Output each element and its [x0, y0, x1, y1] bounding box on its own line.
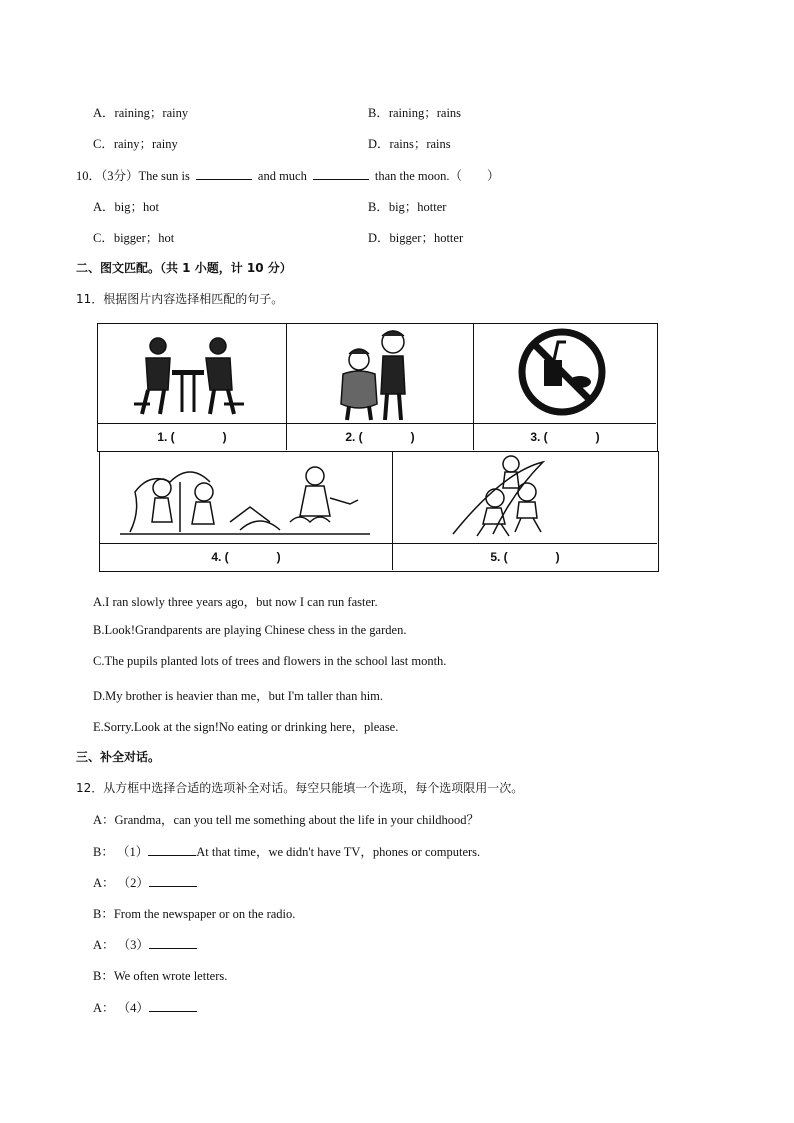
two-boys-icon	[287, 324, 473, 424]
q10-stem	[76, 166, 499, 184]
dialogue-speaker: A：	[93, 938, 115, 952]
picture-caption-1: 1. ( )	[157, 430, 227, 444]
dialogue-blank-number: （3）	[117, 938, 149, 952]
sentence-b: B.Look!Grandparents are playing Chinese chess in the garden.	[93, 623, 407, 637]
picture-cell-4	[100, 452, 393, 570]
dialogue-line-2	[93, 842, 480, 860]
q10-option-c: C．bigger；hot	[93, 231, 175, 245]
q10-stem-end: than the moon.（ ）	[374, 169, 500, 183]
dialogue-blank-4[interactable]	[149, 1001, 197, 1012]
sentence-d: D.My brother is heavier than me，but I'm taller than him.	[93, 689, 384, 703]
chess-players-icon	[98, 324, 286, 424]
q10-option-b: B．big；hotter	[368, 200, 447, 214]
picture-row-1	[97, 323, 658, 452]
picture-cell-3	[474, 324, 656, 450]
dialogue-line-6	[93, 966, 227, 984]
sentence-e: E.Sorry.Look at the sign!No eating or drinking here，please.	[93, 720, 399, 734]
picture-cell-1	[98, 324, 287, 450]
dialogue-blank-number: （4）	[117, 1001, 149, 1015]
dialogue-line-4	[93, 904, 295, 922]
q9-option-d: D．rains；rains	[368, 137, 451, 151]
q10-option-a: A．big；hot	[93, 200, 159, 214]
dialogue-line-5	[93, 935, 197, 953]
sentence-a: A.I ran slowly three years ago，but now I can run faster.	[93, 595, 378, 609]
dialogue-blank-1[interactable]	[148, 845, 196, 856]
dialogue-text: From the newspaper or on the radio.	[113, 907, 296, 921]
picture-caption-3: 3. ( )	[530, 430, 600, 444]
no-eating-drinking-sign-icon	[474, 324, 656, 424]
picture-caption-5: 5. ( )	[490, 550, 560, 564]
q10-blank-1[interactable]	[196, 169, 252, 180]
dialogue-speaker: A：	[93, 1001, 115, 1015]
section2-heading: 二、图文匹配。（共 1 小题，计 10 分）	[76, 261, 292, 275]
section3-heading: 三、补全对话。	[76, 750, 161, 764]
dialogue-blank-3[interactable]	[149, 938, 197, 949]
dialogue-speaker: B：	[93, 969, 114, 983]
children-running-icon	[393, 452, 657, 544]
dialogue-line-1	[93, 810, 479, 828]
picture-cell-5	[393, 452, 657, 570]
q10-stem-start: 10．（3分）The sun is	[76, 169, 190, 183]
q9-option-b: B．raining；rains	[368, 106, 462, 120]
dialogue-blank-number: （2）	[117, 876, 149, 890]
dialogue-speaker: B：	[93, 845, 114, 859]
picture-caption-2: 2. ( )	[345, 430, 415, 444]
dialogue-text: At that time，we didn't have TV，phones or computers.	[196, 845, 481, 859]
q9-option-a: A．raining；rainy	[93, 106, 189, 120]
q11-prompt: 11．根据图片内容选择相匹配的句子。	[76, 292, 284, 306]
picture-cell-2	[287, 324, 474, 450]
q9-option-c: C．rainy；rainy	[93, 137, 178, 151]
q12-prompt: 12．从方框中选择合适的选项补全对话。每空只能填一个选项，每个选项限用一次。	[76, 781, 524, 795]
children-planting-icon	[100, 452, 392, 544]
dialogue-speaker: A：	[93, 813, 115, 827]
dialogue-line-7	[93, 998, 197, 1016]
dialogue-speaker: A：	[93, 876, 115, 890]
q10-blank-2[interactable]	[313, 169, 369, 180]
q10-option-d: D．bigger；hotter	[368, 231, 464, 245]
dialogue-line-3	[93, 873, 197, 891]
dialogue-text: Grandma，can you tell me something about the life in your childhood？	[114, 813, 480, 827]
q10-stem-mid: and much	[257, 169, 307, 183]
dialogue-speaker: B：	[93, 907, 114, 921]
dialogue-blank-2[interactable]	[149, 876, 197, 887]
dialogue-text: We often wrote letters.	[113, 969, 228, 983]
sentence-c: C.The pupils planted lots of trees and flowers in the school last month.	[93, 654, 447, 668]
dialogue-blank-number: （1）	[116, 845, 149, 859]
picture-caption-4: 4. ( )	[211, 550, 281, 564]
picture-row-2	[99, 451, 659, 572]
